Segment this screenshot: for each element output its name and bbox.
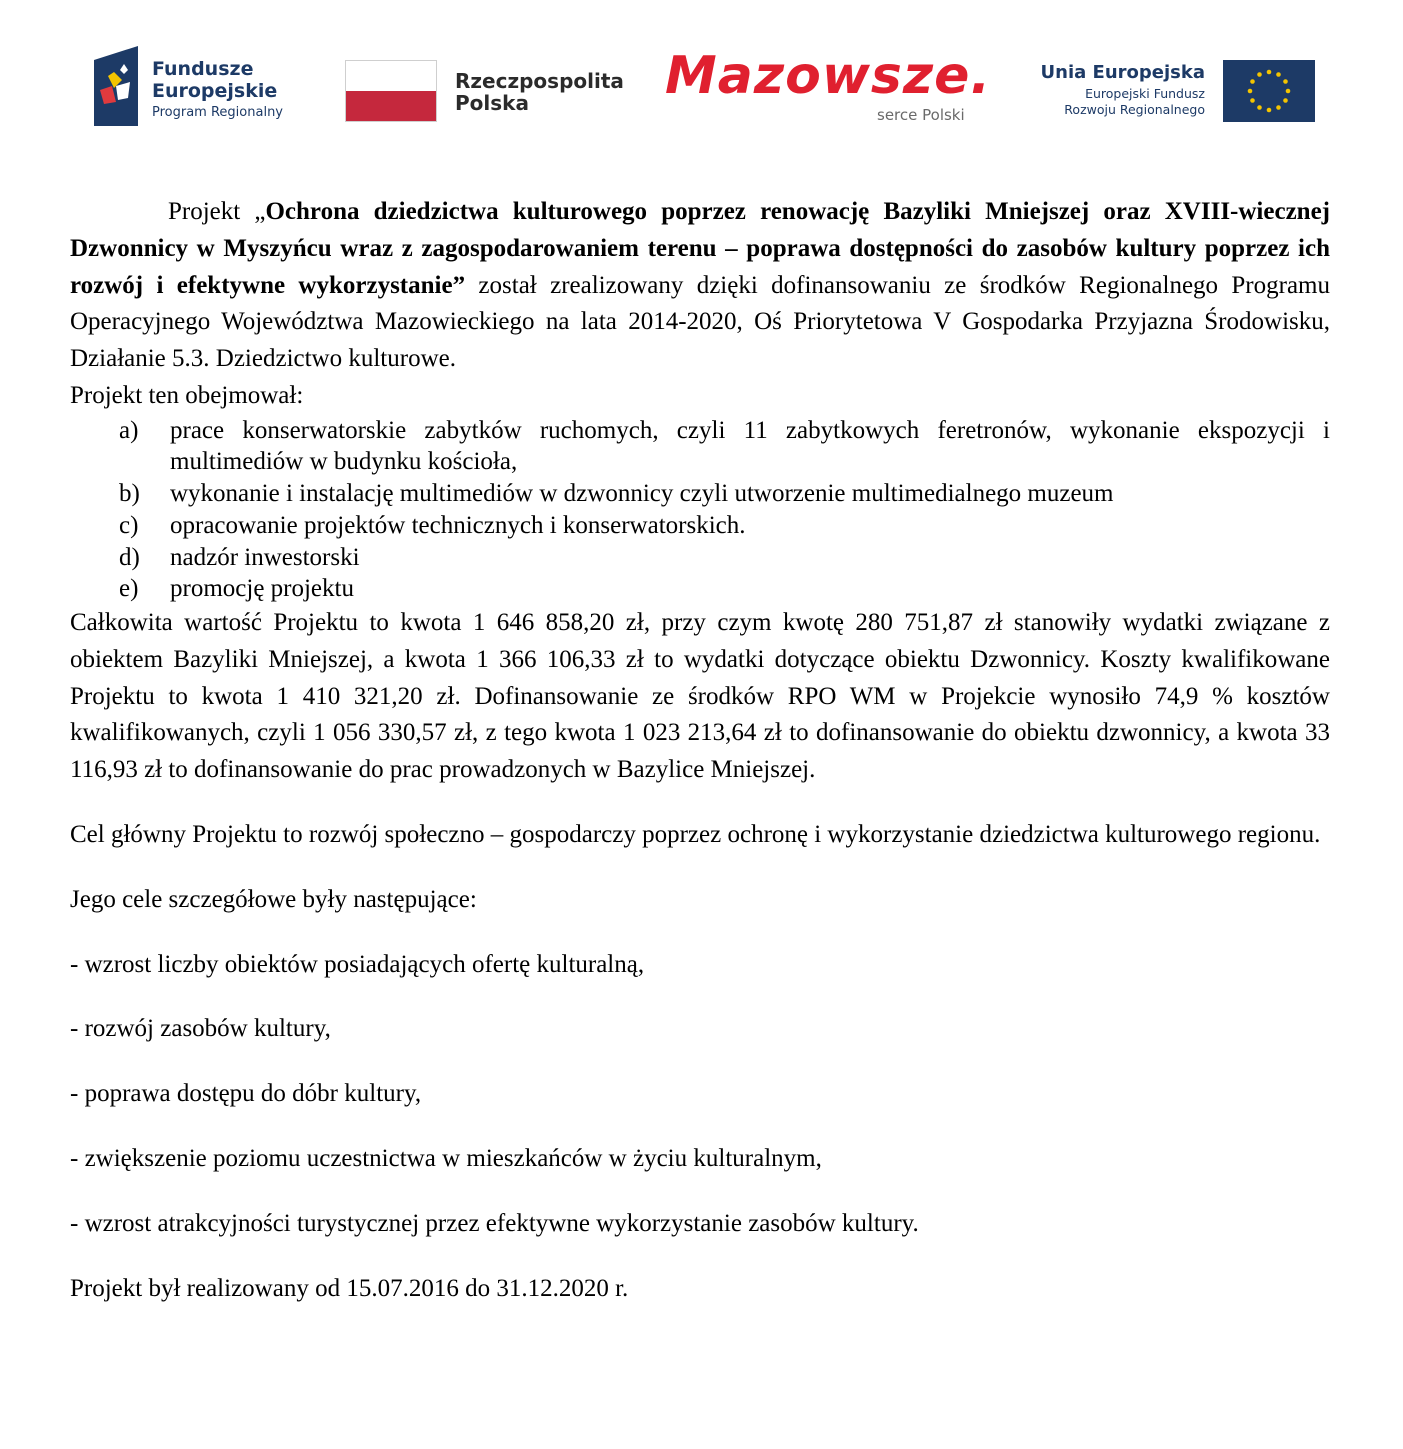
rp-line2: Polska — [455, 91, 529, 115]
eu-flag-icon — [1223, 60, 1315, 122]
eu-star-icon — [1248, 89, 1253, 94]
ue-line2: Europejski Fundusz — [1085, 86, 1205, 101]
eu-star-icon — [1257, 72, 1262, 77]
goal-item: - poprawa dostępu do dóbr kultury, — [70, 1080, 422, 1108]
fundusze-europejskie-logo — [94, 46, 294, 132]
scope-heading: Projekt ten obejmował: — [70, 381, 304, 409]
eu-star-icon — [1250, 98, 1255, 103]
list-item — [70, 510, 1330, 542]
rp-line1: Rzeczpospolita — [455, 69, 624, 93]
rzeczpospolita-polska-logo — [345, 60, 624, 122]
mazowsze-tagline: serce Polski — [877, 106, 965, 124]
fe-stars-icon — [94, 46, 138, 126]
ue-line3: Rozwoju Regionalnego — [1064, 101, 1205, 117]
main-goal-paragraph: Cel główny Projektu to rozwój społeczno – gospodarczy poprzez ochronę i wykorzystanie dziedzictwa kulturowego regionu. — [70, 820, 1321, 848]
list-item-mark: b) — [119, 480, 140, 508]
fe-line3: Program Regionalny — [152, 105, 283, 120]
ue-line1: Unia Europejska — [1040, 62, 1205, 83]
list-item-text: promocję projektu — [170, 575, 354, 603]
logo-bar — [0, 40, 1403, 140]
goal-item: - rozwój zasobów kultury, — [70, 1015, 331, 1043]
intro-rest: został zrealizowany dzięki dofinansowaniu ze środków Regionalnego Programu Operacyjnego Województwa Mazowieckiego na lata 2014-2020, Oś Priorytetowa V Gospodarka Przyjazna Środowisku, Działanie 5.3. Dziedzictwo kulturowe. — [70, 271, 1330, 373]
list-item — [70, 415, 1330, 478]
mazowsze-logo — [665, 46, 995, 124]
list-item — [70, 573, 1330, 605]
document-body — [70, 194, 1330, 1307]
project-title: Ochrona dziedzictwa kulturowego poprzez renowację Bazyliki Mniejszej oraz XVIII-wiecznej Dzwonnicy w Myszyńcu wraz z zagospodarowaniem terenu – poprawa dostępności do zasobów kultury poprzez ich rozwój i efektywne wykorzystanie” — [70, 198, 1330, 299]
list-item-mark: d) — [119, 543, 140, 571]
list-item-text: opracowanie projektów technicznych i konserwatorskich. — [170, 511, 746, 539]
eu-star-icon — [1267, 70, 1272, 75]
eu-star-icon — [1286, 89, 1291, 94]
polish-flag-icon — [345, 60, 437, 122]
project-period: Projekt był realizowany od 15.07.2016 do 31.12.2020 r. — [70, 1274, 629, 1302]
list-item-mark: a) — [119, 416, 139, 444]
list-item — [70, 542, 1330, 574]
intro-lead: Projekt „ — [168, 198, 266, 225]
eu-star-icon — [1276, 105, 1281, 110]
list-item-mark: e) — [119, 575, 139, 603]
eu-star-icon — [1257, 105, 1262, 110]
goal-item: - wzrost atrakcyjności turystycznej przez efektywne wykorzystanie zasobów kultury. — [70, 1209, 919, 1237]
eu-star-icon — [1250, 79, 1255, 84]
detailed-goals-heading: Jego cele szczegółowe były następujące: — [70, 885, 477, 913]
mazowsze-wordmark: Mazowsze. — [665, 46, 992, 106]
list-item — [70, 478, 1330, 510]
costs-paragraph: Całkowita wartość Projektu to kwota 1 646 858,20 zł, przy czym kwotę 280 751,87 zł stanowiły wydatki związane z obiektem Bazyliki Mniejszej, a kwota 1 366 106,33 zł to wydatki dotyczące obiektu Dzwonnicy. Koszty kwalifikowane Projektu to kwota 1 410 321,20 zł. Dofinansowanie ze środków RPO WM w Projekcie wynosiło 74,9 % kosztów kwalifikowanych, czyli 1 056 330,57 zł, z tego kwota 1 023 213,64 zł to dofinansowanie do obiektu dzwonnicy, a kwota 33 116,93 zł to dofinansowanie do prac prowadzonych w Bazylice Mniejszej. — [70, 609, 1330, 784]
list-item-text: nadzór inwestorski — [170, 543, 360, 571]
list-item-mark: c) — [119, 511, 139, 539]
eu-star-icon — [1283, 79, 1288, 84]
intro-paragraph — [70, 194, 1330, 378]
fe-line2: Europejskie — [152, 80, 278, 102]
scope-list — [70, 415, 1330, 605]
list-item-text: wykonanie i instalację multimediów w dzwonnicy czyli utworzenie multimedialnego muzeum — [170, 480, 1114, 508]
unia-europejska-logo — [1040, 60, 1315, 124]
fe-line1: Fundusze — [152, 58, 254, 80]
eu-star-icon — [1267, 108, 1272, 113]
list-item-text: prace konserwatorskie zabytków ruchomych, czyli 11 zabytkowych feretronów, wykonanie ekspozycji i multimediów w budynku kościoła, — [170, 416, 1330, 476]
eu-star-icon — [1283, 98, 1288, 103]
goal-item: - wzrost liczby obiektów posiadających ofertę kulturalną, — [70, 950, 645, 978]
goal-item: - zwiększenie poziomu uczestnictwa w mieszkańców w życiu kulturalnym, — [70, 1144, 822, 1172]
eu-star-icon — [1276, 72, 1281, 77]
